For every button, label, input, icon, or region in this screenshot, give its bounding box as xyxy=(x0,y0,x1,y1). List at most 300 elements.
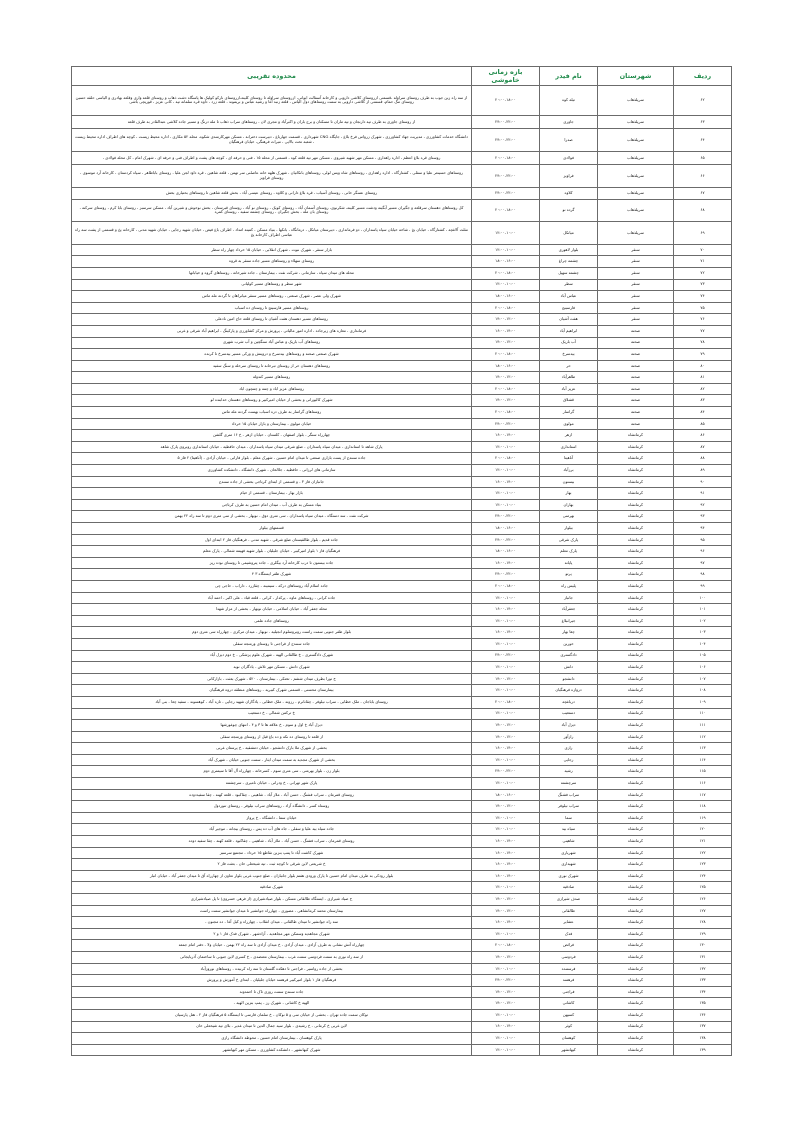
feeder-cell: سرچشمه xyxy=(540,778,598,790)
area-description-cell: دیزل آباد خ اول و سوم - خ علاقه ها تا ۳ و ۴ - انتهای چوغورشها xyxy=(72,720,472,732)
time-range-cell: ۱۶:۰۰-۱۴:۰۰ xyxy=(472,604,540,616)
row-number-cell: ۱۳۶ xyxy=(674,1009,732,1021)
city-cell: صحنه xyxy=(598,349,674,361)
area-description-cell: روستاهای آب باریک و عباس آباد سنگچین و آب شرب شهری xyxy=(72,337,472,349)
area-description-cell: شرکت نفت - سد دستگاه - میدان سپاه پاسداران - سی متری دوق - نوبهار - بخشی از سی متری دوم تا سه راه ۲۲ بهمن xyxy=(72,511,472,523)
area-description-cell: شهرک ظفر ایستگاه ۳ ۴ xyxy=(72,569,472,581)
table-row xyxy=(72,731,732,743)
table-row xyxy=(72,859,732,871)
table-row xyxy=(72,337,732,349)
area-description-cell: روستاهای مسیر کندوله xyxy=(72,372,472,384)
table-row xyxy=(72,407,732,419)
area-description-cell: روستاهای گراسار به طرف دره اسباب بهست گردنه مله ماس xyxy=(72,407,472,419)
time-range-cell: ۱۶:۰۰-۱۴:۰۰ xyxy=(472,917,540,929)
time-range-cell: ۱۲:۰۰-۱۰:۰۰ xyxy=(472,592,540,604)
city-cell: کرمانشاه xyxy=(598,905,674,917)
time-range-cell: ۱۴:۰۰-۱۲:۰۰ xyxy=(472,372,540,384)
area-description-cell: ح تورا بطرف میدان ششم - تختکی - بیمارستان - ۵۲۰ - شهرک بعثت - بازارکانی xyxy=(72,673,472,685)
table-row xyxy=(72,476,732,488)
time-range-cell: ۱۶:۰۰-۱۴:۰۰ xyxy=(472,1021,540,1033)
time-range-cell: ۲۴:۰۰-۲۲:۰۰ xyxy=(472,650,540,662)
area-description-cell: دانشگاه خدمات کشاورزی ، مدیریت جهاد کشاورزی ، شهرک زرواس فرخ بلاغ ، جایگاه CNG شهرداری ، قسمت جهارباغ ، دبیرست دخترانه ، مسکن مهرکارمندی شکوه، محله ۵۲ مکاری ، اداره محیط زیست ، کوچه های اطراف اداره محیط زیست ، شعبه تخت بالایی ، میراث فرهنگی، خیابان فرهنگیان xyxy=(72,129,472,152)
city-cell: کرمانشاه xyxy=(598,465,674,477)
area-description-cell: پارک شهر تهرانی - خ ودرانی - خیابان نامیری - سرچشمه xyxy=(72,778,472,790)
feeder-cell: فردوسی xyxy=(540,951,598,963)
area-description-cell: ح صیاد شیرازی - ایستگاه طالقانی مسکن - بلوار صیادشیرازی (از فرهی خسروی) تا پل صیادشیرازی xyxy=(72,894,472,906)
feeder-cell: استانداری xyxy=(540,441,598,453)
row-number-cell: ۱۱۹ xyxy=(674,812,732,824)
table-row xyxy=(72,801,732,813)
feeder-cell: سما xyxy=(540,812,598,824)
feeder-cell: دروازه فرهنگیان xyxy=(540,685,598,697)
row-number-cell: ۹۶ xyxy=(674,546,732,558)
row-number-cell: ۱۳۷ xyxy=(674,1021,732,1033)
feeder-cell: عشایر xyxy=(540,917,598,929)
row-number-cell: ۷۸ xyxy=(674,337,732,349)
city-cell: سنقر xyxy=(598,244,674,256)
city-cell: صحنه xyxy=(598,337,674,349)
row-number-cell: ۶۳ xyxy=(674,115,732,129)
row-number-cell: ۱۲۴ xyxy=(674,870,732,882)
row-number-cell: ۶۸ xyxy=(674,199,732,222)
time-range-cell: ۱۲:۰۰-۱۰:۰۰ xyxy=(472,1009,540,1021)
time-range-cell: ۱۲:۰۰-۱۰:۰۰ xyxy=(472,963,540,975)
table-row xyxy=(72,1044,732,1056)
area-description-cell: شهرک دانش - مسکن مهر تلاش - یادگاران نوید xyxy=(72,662,472,674)
table-row xyxy=(72,1009,732,1021)
time-range-cell: ۲۴:۰۰-۲۲:۰۰ xyxy=(472,115,540,129)
feeder-cell: جانباز xyxy=(540,592,598,604)
feeder-cell: بهرمنی xyxy=(540,511,598,523)
row-number-cell: ۷۵ xyxy=(674,302,732,314)
table-row xyxy=(72,882,732,894)
header-feeder: نام فیدر xyxy=(540,67,598,86)
table-row xyxy=(72,499,732,511)
area-description-cell: شهرک ولی عصر ، شهرک صنعتی ، روستاهای مسیر سنقر میانراهان تا گردنه مله ماس xyxy=(72,291,472,303)
feeder-cell: ابراهیم آباد xyxy=(540,325,598,337)
city-cell: صحنه xyxy=(598,418,674,430)
city-cell: کرمانشاه xyxy=(598,441,674,453)
row-number-cell: ۱۱۳ xyxy=(674,743,732,755)
area-description-cell: خ ترکمن شمالی - خ دستغیب xyxy=(72,708,472,720)
table-row xyxy=(72,812,732,824)
outage-table xyxy=(71,66,732,1056)
feeder-cell: دیزل آباد xyxy=(540,720,598,732)
time-range-cell: ۱۶:۰۰-۱۴:۰۰ xyxy=(472,430,540,442)
table-row xyxy=(72,627,732,639)
row-number-cell: ۹۷ xyxy=(674,557,732,569)
row-number-cell: ۱۲۶ xyxy=(674,894,732,906)
row-number-cell: ۱۱۱ xyxy=(674,720,732,732)
city-cell: کرمانشاه xyxy=(598,534,674,546)
city-cell: کرمانشاه xyxy=(598,847,674,859)
area-description-cell: بخشی از جاده رواسیر - فراجنی تا دهکده گلستان تا سه راه کرنیده - روستاهای نوروزآباد xyxy=(72,963,472,975)
time-range-cell: ۲۴:۰۰-۲۲:۰۰ xyxy=(472,418,540,430)
row-number-cell: ۱۲۳ xyxy=(674,859,732,871)
row-number-cell: ۱۲۱ xyxy=(674,836,732,848)
city-cell: کرمانشاه xyxy=(598,580,674,592)
time-range-cell: ۱۲:۰۰-۱۰:۰۰ xyxy=(472,488,540,500)
area-description-cell: فرهنگیان فاز ۱ بلوار امیرکبیر - خیابان جلیلیان - بلوار شهید فهیمه شمالی - پارک معلم xyxy=(72,546,472,558)
city-cell: کرمانشاه xyxy=(598,696,674,708)
row-number-cell: ۸۸ xyxy=(674,453,732,465)
area-description-cell: روستاهای دهستان حر از روستای تبرخانه تا روستای سرخله و سنگ سفید xyxy=(72,360,472,372)
feeder-cell: عباس آباد xyxy=(540,291,598,303)
area-description-cell: شهر سطر و روستاهای مسیر کولیانی xyxy=(72,279,472,291)
row-number-cell: ۷۱ xyxy=(674,256,732,268)
header-area: محدوده تقریبی xyxy=(72,67,472,86)
table-row xyxy=(72,244,732,256)
area-description-cell: قسمتهای بیلوار xyxy=(72,523,472,535)
time-range-cell: ۲۰:۰۰-۱۸:۰۰ xyxy=(472,580,540,592)
area-description-cell: جاده کرانی - روستاهای ماوه - پرکدار - کرانی - قلعه قباد - علی اکبر - احمد آباد xyxy=(72,592,472,604)
feeder-cell: فراویز xyxy=(540,165,598,188)
row-number-cell: ۱۱۲ xyxy=(674,731,732,743)
area-description-cell: روستاهای مسیر فارسینج تا روستای ده اسباب xyxy=(72,302,472,314)
time-range-cell: ۲۴:۰۰-۲۲:۰۰ xyxy=(472,766,540,778)
city-cell: کرمانشاه xyxy=(598,743,674,755)
area-description-cell: بیمارستان محمد کرمانشاهی - مصوری - چهارراه جوانشیر تا میدان جوانشیر سمت راست xyxy=(72,905,472,917)
row-number-cell: ۹۴ xyxy=(674,523,732,535)
city-cell: کرمانشاه xyxy=(598,859,674,871)
feeder-cell: بیستون xyxy=(540,476,598,488)
city-cell: سنقر xyxy=(598,291,674,303)
city-cell: کرمانشاه xyxy=(598,476,674,488)
feeder-cell: بیلوار xyxy=(540,523,598,535)
area-description-cell: چهارراه آتش نشانی به طرف آزادی - میدان آزادی - خ میدان آزادی تا سه راه ۲۲ بهمن - خیابان ولا - دفتر امام جمعه xyxy=(72,940,472,952)
time-range-cell: ۱۲:۰۰-۱۰:۰۰ xyxy=(472,1033,540,1045)
table-row xyxy=(72,325,732,337)
feeder-cell: عزیز آباد xyxy=(540,383,598,395)
city-cell: سنقر xyxy=(598,279,674,291)
feeder-cell: کوثر xyxy=(540,1021,598,1033)
city-cell: سنقر xyxy=(598,256,674,268)
table-row xyxy=(72,708,732,720)
table-row xyxy=(72,975,732,987)
time-range-cell: ۲۰:۰۰-۱۸:۰۰ xyxy=(472,696,540,708)
feeder-cell: پرتو xyxy=(540,569,598,581)
feeder-cell: سطر xyxy=(540,279,598,291)
table-row xyxy=(72,894,732,906)
city-cell: کرمانشاه xyxy=(598,870,674,882)
time-range-cell: ۱۲:۰۰-۱۰:۰۰ xyxy=(472,778,540,790)
feeder-cell: پارک شرقی xyxy=(540,534,598,546)
area-description-cell: روستای قمرمان - سراب فشنگ - حسن آباد - ملاز آباد - شاهینی - چقاکبود - قلعه کهنه - چقا سفیددوده xyxy=(72,789,472,801)
table-row xyxy=(72,523,732,535)
city-cell: کرمانشاه xyxy=(598,720,674,732)
time-range-cell: ۲۴:۰۰-۲۲:۰۰ xyxy=(472,165,540,188)
table-row xyxy=(72,453,732,465)
table-row xyxy=(72,951,732,963)
feeder-cell: کاشانی xyxy=(540,998,598,1010)
city-cell: کرمانشاه xyxy=(598,1033,674,1045)
time-range-cell: ۲۴:۰۰-۲۲:۰۰ xyxy=(472,534,540,546)
area-description-cell: بخشی از شهرک ملا بارک دانشجو - خیابان دمشقیه - خ پرستان غربی xyxy=(72,743,472,755)
header-time: بازه زمانی خاموشی xyxy=(472,67,540,86)
area-description-cell: از سه راه زین جوب به طرف روستای سراوله ،قسمتی ازروستای کلاشی دارویی و کارخانه آسفالت ایوانی، ازروستای سراوله تا روستای کلینه،ازروستای نارکو کولیک ها پاسگاه دشت ذهاب و روستای قلعه واری وقلعه بهادری و الیاسی حلقه حسین روستای تنگ حمام، قسمتی از کلاشی دارویی به سمت روستاهای دول الیاس ، قلعه زنبد آغا و رشید عباس و بریموند ، قلعه زرد ، داوه قره سلمانه تپه ، کانی عزیز ، قوریچی باشی xyxy=(72,86,472,116)
feeder-cell: فرهمند xyxy=(540,975,598,987)
feeder-cell: قشلاق xyxy=(540,395,598,407)
feeder-cell: میانکل xyxy=(540,222,598,245)
city-cell: کرمانشاه xyxy=(598,894,674,906)
area-description-cell: روستاهای حسینعر علیا و سفلی ، کشتارگاه ، اداره راهداری ، روستاهای شاه ویس لولی، روستاهای بانکانیان ، شهرک هلهه خانه عاصلنی سر تهمن ، قلعه شاهین ، قره داود لجن علیا ، روستای باباطاهر ، سپاه کردستان ، کارخانه آرد موسوی ، روستای فراویز xyxy=(72,165,472,188)
area-description-cell: فرمانداری ، مغازه های زیرجاده ، اداره امور مالیاتی ، پرورش و مرکز کشاورزی و پارکینگ ، ابراهیم آباد شرقی و غربی xyxy=(72,325,472,337)
area-description-cell: از سه راه نوری به سمت فردوسی سمت غرب - بیمارستان معتضدی - خ کسری لاین جنوبی تا ساختمان آذربایجانی xyxy=(72,951,472,963)
area-description-cell: شهرک دادگستری - خ طالقانی الهیه - شهرک علوم پزشکی - خ دوم دیزل آباد xyxy=(72,650,472,662)
table-row xyxy=(72,302,732,314)
time-range-cell: ۲۰:۰۰-۱۸:۰۰ xyxy=(472,302,540,314)
row-number-cell: ۸۶ xyxy=(674,430,732,442)
table-row xyxy=(72,465,732,477)
city-cell: صحنه xyxy=(598,383,674,395)
city-cell: سرپلذهاب xyxy=(598,151,674,165)
area-description-cell: خیابان سما - دانشگاه - خ پرواز xyxy=(72,812,472,824)
table-row xyxy=(72,360,732,372)
area-description-cell: جاده سنندج از پست بازاری صنعتی تا میدان امام حسین - شهرک معلم - بلوار فارابی - خیابان آزادی - (آناهیتا) ۲ فاز ۵ xyxy=(72,453,472,465)
row-number-cell: ۱۰۸ xyxy=(674,685,732,697)
area-description-cell: جاده سیاه بید علیا و سفلی - جاه های آب ده پس - روستای بیجانه - موجیر آباد xyxy=(72,824,472,836)
time-range-cell: ۱۲:۰۰-۱۰:۰۰ xyxy=(472,441,540,453)
time-range-cell: ۱۲:۰۰-۱۰:۰۰ xyxy=(472,615,540,627)
time-range-cell: ۱۲:۰۰-۱۰:۰۰ xyxy=(472,1044,540,1056)
feeder-cell: طاهرآباد xyxy=(540,372,598,384)
table-row xyxy=(72,940,732,952)
row-number-cell: ۱۰۲ xyxy=(674,615,732,627)
feeder-cell: صدرا xyxy=(540,129,598,152)
row-number-cell: ۱۳۵ xyxy=(674,998,732,1010)
row-number-cell: ۱۰۹ xyxy=(674,696,732,708)
feeder-cell: آب باریک xyxy=(540,337,598,349)
area-description-cell: شهرک صنعتی صحنه و روستاهای بیدسرخ و دروینش و ورکی مسیر بیدسرخ تا کرنده xyxy=(72,349,472,361)
row-number-cell: ۱۰۷ xyxy=(674,673,732,685)
time-range-cell: ۱۴:۰۰-۱۲:۰۰ xyxy=(472,395,540,407)
area-description-cell: جاده بیستون تا درب کارخانه آرد بیگلری - جاده پتروشیمی تا روستای نوده ریز xyxy=(72,557,472,569)
row-number-cell: ۸۷ xyxy=(674,441,732,453)
city-cell: کرمانشاه xyxy=(598,592,674,604)
city-cell: کرمانشاه xyxy=(598,951,674,963)
table-row xyxy=(72,1033,732,1045)
time-range-cell: ۱۴:۰۰-۱۲:۰۰ xyxy=(472,731,540,743)
feeder-cell: کلاوه xyxy=(540,187,598,199)
city-cell: صحنه xyxy=(598,372,674,384)
area-description-cell: بلوار رودکی به طرف میدان امام حسین تا پارک ورودی هفتم بلوار جانبازان - ضلع جنوب غربی بلوار تعاون از چهارراه آق تا میدان جعفر آباد - خیابان انبار xyxy=(72,870,472,882)
table-row xyxy=(72,129,732,152)
time-range-cell: ۲۴:۰۰-۲۲:۰۰ xyxy=(472,975,540,987)
table-row xyxy=(72,870,732,882)
feeder-cell: چشمه چراغ xyxy=(540,256,598,268)
feeder-cell: جاوری xyxy=(540,115,598,129)
area-description-cell: از قلعه تا روستای ده نکه و ده باغ قبل از روستای ورمنجه سفلی xyxy=(72,731,472,743)
area-description-cell: مثلث آلاغچه ، کشتارگاه ، خیابان بخ ، شاخه خیابان سپاه پاسداران ، دو فرمانداری ، دبیرستان میانکل ، درمانگاه ، بانکها ، بنیاد مسکن ، کمیته امداد ، اطراف باغ فیض ، خیابان شهید رجایی ، خیابان شهید مدنی ، کارخانه یخ و قسمتی از پشت سه راه عباسی اطراف کارخانه یخ xyxy=(72,222,472,245)
area-description-cell: شهرک کاشت آباد تا پمپ بنزین تقاطع ۱۵ خرداد - مجتمع سرسبز xyxy=(72,847,472,859)
row-number-cell: ۶۹ xyxy=(674,222,732,245)
table-row xyxy=(72,569,732,581)
city-cell: کرمانشاه xyxy=(598,1044,674,1056)
area-description-cell: بازار سنقر ، شهرک نبوت ، شهرک انقلابی ، خیابان ۱۵ خرداد چهار راه سطر xyxy=(72,244,472,256)
row-number-cell: ۹۸ xyxy=(674,569,732,581)
city-cell: کرمانشاه xyxy=(598,708,674,720)
row-number-cell: ۷۲ xyxy=(674,267,732,279)
feeder-cell: پارک معلم xyxy=(540,546,598,558)
time-range-cell: ۱۸:۰۰-۱۶:۰۰ xyxy=(472,789,540,801)
feeder-cell: شاهینی xyxy=(540,836,598,848)
time-range-cell: ۲۰:۰۰-۱۸:۰۰ xyxy=(472,349,540,361)
city-cell: کرمانشاه xyxy=(598,882,674,894)
row-number-cell: ۷۴ xyxy=(674,291,732,303)
row-number-cell: ۶۲ xyxy=(674,86,732,116)
table-row xyxy=(72,151,732,165)
time-range-cell: ۲۰:۰۰-۱۸:۰۰ xyxy=(472,940,540,952)
time-range-cell: ۲۴:۰۰-۲۲:۰۰ xyxy=(472,129,540,152)
row-number-cell: ۱۲۲ xyxy=(674,847,732,859)
row-number-cell: ۱۱۸ xyxy=(674,801,732,813)
city-cell: کرمانشاه xyxy=(598,998,674,1010)
feeder-cell: ازهر xyxy=(540,430,598,442)
row-number-cell: ۸۹ xyxy=(674,465,732,477)
table-row xyxy=(72,418,732,430)
row-number-cell: ۶۷ xyxy=(674,187,732,199)
time-range-cell: ۱۴:۰۰-۱۲:۰۰ xyxy=(472,337,540,349)
time-range-cell: ۱۲:۰۰-۱۰:۰۰ xyxy=(472,662,540,674)
row-number-cell: ۱۳۲ xyxy=(674,963,732,975)
table-row xyxy=(72,824,732,836)
row-number-cell: ۹۱ xyxy=(674,488,732,500)
table-row xyxy=(72,187,732,199)
time-range-cell: ۲۴:۰۰-۲۲:۰۰ xyxy=(472,511,540,523)
area-description-cell: جانبازان فاز ۳ - و قسمتی از ابتدای کرتاجی بخشی از جاده سنندج xyxy=(72,476,472,488)
row-number-cell: ۶۴ xyxy=(674,129,732,152)
time-range-cell: ۱۸:۰۰-۱۶:۰۰ xyxy=(472,546,540,558)
table-header-row xyxy=(72,67,732,86)
feeder-cell: صادقیه xyxy=(540,882,598,894)
time-range-cell: ۱۲:۰۰-۱۰:۰۰ xyxy=(472,882,540,894)
city-cell: کرمانشاه xyxy=(598,615,674,627)
table-row xyxy=(72,430,732,442)
table-row xyxy=(72,314,732,326)
feeder-cell: شهریاری xyxy=(540,847,598,859)
feeder-cell: فرائض xyxy=(540,940,598,952)
feeder-cell: جعفرآباد xyxy=(540,604,598,616)
feeder-cell: بهاران xyxy=(540,499,598,511)
feeder-cell: بیدسرخ xyxy=(540,349,598,361)
table-row xyxy=(72,165,732,188)
feeder-cell: دادگستری xyxy=(540,650,598,662)
time-range-cell: ۱۴:۰۰-۱۲:۰۰ xyxy=(472,951,540,963)
area-description-cell: الهیه خ کاشانی - شهرک رز - پمپ بنزین الهیه - xyxy=(72,998,472,1010)
table-row xyxy=(72,754,732,766)
area-description-cell: روستای قره بلاغ اعظم ، اداره راهداری ، مسکن مهر شهید شیروی ، مسکن مهر تپه قلعه کوه ، قسمتی از محله ۱۵ ، فنی و حرفه ای ، کوچه های پشت و اطراف فنی و حرفه ای ، شهرک امام ، کل محله فولادی ، xyxy=(72,151,472,165)
area-description-cell: شهرک کالیورانی و بخشی از خیابان امیرکبیر و روستاهای دهستان خدابنده لو xyxy=(72,395,472,407)
row-number-cell: ۶۵ xyxy=(674,151,732,165)
city-cell: کرمانشاه xyxy=(598,778,674,790)
time-range-cell: ۱۴:۰۰-۱۲:۰۰ xyxy=(472,673,540,685)
area-description-cell: بخشی از شهرک مجدیه به سمت میدان ایثار - سمت جنوبی خیابان - شهرک آباد xyxy=(72,754,472,766)
city-cell: کرمانشاه xyxy=(598,557,674,569)
row-number-cell: ۱۰۶ xyxy=(674,662,732,674)
row-number-cell: ۱۳۳ xyxy=(674,975,732,987)
feeder-cell: پلیس راه xyxy=(540,580,598,592)
city-cell: کرمانشاه xyxy=(598,917,674,929)
row-number-cell: ۹۲ xyxy=(674,499,732,511)
table-row xyxy=(72,580,732,592)
area-description-cell: روستای باباجان - ملک خطابی - سراب نیلوفر - چقانانرم - رزوند - ملک خطابی - یادگاران شهید رجایی - تازه آباد - کوهسوند - سفید چغا - بنی آباد xyxy=(72,696,472,708)
city-cell: کرمانشاه xyxy=(598,673,674,685)
area-description-cell: شهرک صادقیه xyxy=(72,882,472,894)
row-number-cell: ۸۵ xyxy=(674,418,732,430)
feeder-cell: فولادی xyxy=(540,151,598,165)
time-range-cell: ۲۰:۰۰-۱۸:۰۰ xyxy=(472,383,540,395)
row-number-cell: ۷۹ xyxy=(674,349,732,361)
row-number-cell: ۸۳ xyxy=(674,395,732,407)
feeder-cell: شهیداری xyxy=(540,859,598,871)
time-range-cell: ۱۸:۰۰-۱۶:۰۰ xyxy=(472,291,540,303)
row-number-cell: ۸۰ xyxy=(674,360,732,372)
feeder-cell: فراجنی xyxy=(540,986,598,998)
area-description-cell: خ شریعتی لاین شرقی تا کوچه ثبت - تپه شیخعلی خان - بعثت فاز ۲ xyxy=(72,859,472,871)
time-range-cell: ۱۴:۰۰-۱۲:۰۰ xyxy=(472,801,540,813)
row-number-cell: ۱۱۴ xyxy=(674,754,732,766)
area-description-cell: کل روستاهای دهستان سرقلعه و جگیران مسیر آبگینه ودشت مسیر کلینه، شکرنوی، روستای آسمان آباد ، روستای کویک ، روستای نو آباد ، روستای قبرستان ، بخش نوخوش و شیرین آباد ، مسکن سرسبز ، روستای بابا کرم ، روستای سرکنه ، روستای بان مله ، بخش جگیران ، روستای چشمه سفید ، روستای کمره xyxy=(72,199,472,222)
feeder-cell: هفت آشیان xyxy=(540,314,598,326)
city-cell: کرمانشاه xyxy=(598,963,674,975)
feeder-cell: فارسینج xyxy=(540,302,598,314)
feeder-cell: دستغیب xyxy=(540,708,598,720)
area-description-cell: بلوار ظفر جنوبی سمت راست روبروسلوم انجیلیه - نوبهار - میدان مرکزی - چهارراه سی متری دوم xyxy=(72,627,472,639)
time-range-cell: ۱۶:۰۰-۱۴:۰۰ xyxy=(472,627,540,639)
feeder-cell: گرده نو xyxy=(540,199,598,222)
table-row xyxy=(72,917,732,929)
city-cell: کرمانشاه xyxy=(598,824,674,836)
time-range-cell: ۱۲:۰۰-۱۰:۰۰ xyxy=(472,754,540,766)
time-range-cell: ۱۲:۰۰-۱۰:۰۰ xyxy=(472,824,540,836)
area-description-cell: شهرک کیهانشهر - دانشکده کشاورزی - مسکن مهر کیهانشهر xyxy=(72,1044,472,1056)
table-row xyxy=(72,615,732,627)
table-row xyxy=(72,1021,732,1033)
city-cell: کرمانشاه xyxy=(598,488,674,500)
table-row xyxy=(72,256,732,268)
time-range-cell: ۱۲:۰۰-۱۰:۰۰ xyxy=(472,499,540,511)
feeder-cell: مولوی xyxy=(540,418,598,430)
feeder-cell: جیرانبلاغ xyxy=(540,615,598,627)
time-range-cell: ۲۰:۰۰-۱۸:۰۰ xyxy=(472,407,540,419)
feeder-cell: سراب نیلوفر xyxy=(540,801,598,813)
row-number-cell: ۷۳ xyxy=(674,279,732,291)
city-cell: کرمانشاه xyxy=(598,731,674,743)
time-range-cell: ۱۲:۰۰-۱۰:۰۰ xyxy=(472,279,540,291)
feeder-cell: شهرک نوری xyxy=(540,870,598,882)
time-range-cell: ۱۴:۰۰-۱۲:۰۰ xyxy=(472,986,540,998)
row-number-cell: ۸۲ xyxy=(674,383,732,395)
row-number-cell: ۱۳۹ xyxy=(674,1044,732,1056)
area-description-cell: لاین غربی خ کرمانی - خ رشیدی - بلوار سید جمال الدین تا میدان غدیر - بلای تپه شیخعلی خان xyxy=(72,1021,472,1033)
row-number-cell: ۱۳۸ xyxy=(674,1033,732,1045)
city-cell: سرپلذهاب xyxy=(598,222,674,245)
city-cell: سنقر xyxy=(598,302,674,314)
row-number-cell: ۱۲۷ xyxy=(674,905,732,917)
city-cell: کرمانشاه xyxy=(598,662,674,674)
table-row xyxy=(72,650,732,662)
time-range-cell: ۲۴:۰۰-۲۲:۰۰ xyxy=(472,569,540,581)
city-cell: صحنه xyxy=(598,395,674,407)
feeder-cell: رازآور xyxy=(540,731,598,743)
feeder-cell: برزآباد xyxy=(540,465,598,477)
time-range-cell: ۱۶:۰۰-۱۴:۰۰ xyxy=(472,476,540,488)
row-number-cell: ۱۰۴ xyxy=(674,638,732,650)
city-cell: سرپلذهاب xyxy=(598,129,674,152)
feeder-cell: رشید xyxy=(540,766,598,778)
row-number-cell: ۶۶ xyxy=(674,165,732,188)
area-description-cell: جاده سنندج سمت روزی تاک تا احمدوند xyxy=(72,986,472,998)
